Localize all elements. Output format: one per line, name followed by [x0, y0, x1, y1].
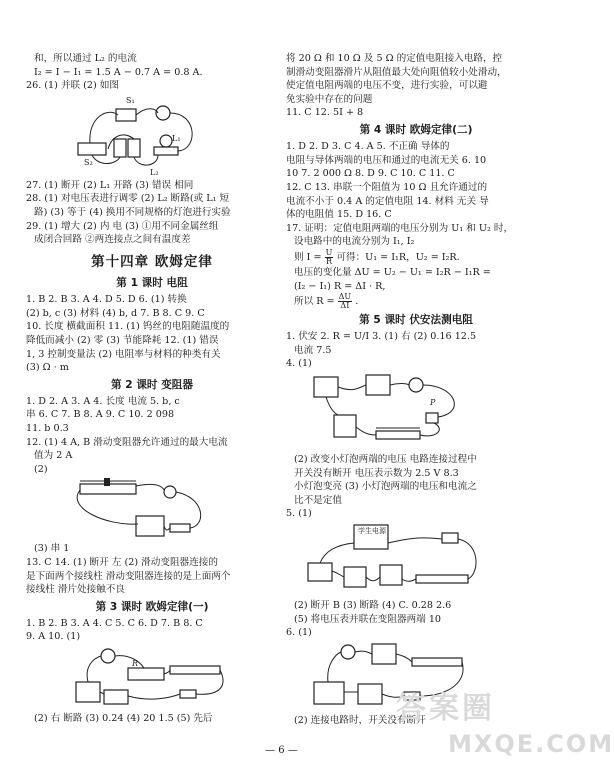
text-line: (2) 连接电路时，开关没有断开 [294, 714, 426, 726]
question-28: 28. (1) 对电压表进行调零 (2) L₂ 断路(或 L₁ 短 [26, 193, 230, 205]
text-line: (2) 断开 B (3) 断路 (4) C. 0.28 2.6 [294, 600, 452, 612]
text-line: 免实验中存在的问题 [286, 93, 373, 105]
question-29-cont: 成闭合回路 ②两连接点之间有温度差 [34, 234, 191, 246]
text-line: (3) 串 1 [34, 543, 70, 555]
text-line: I₂ = I − I₁ = 1.5 A − 0.7 A = 0.8 A. [34, 66, 203, 78]
right-column [286, 52, 546, 728]
text-line: 值为 2 A [34, 450, 73, 462]
text-line: (3) Ω · m [26, 362, 69, 374]
label-l1: L₁ [172, 133, 181, 143]
text-line: 4. (1) [286, 358, 312, 370]
circuit-diagram [304, 523, 484, 597]
circuit-figure-5 [304, 523, 546, 597]
denominator: R [325, 256, 332, 266]
text-line: 1. D 2. D 3. C 4. A 5. 不正确 导体的 [286, 141, 450, 153]
text-line: 体的电阻值 15. D 16. C [286, 209, 392, 221]
circuit-figure-26 [68, 95, 278, 177]
denominator: ΔI [340, 301, 350, 311]
circuit-figure-12 [66, 478, 278, 540]
text-line: 1. B 2. B 3. A 4. D 5. D 6. (1) 转换 [26, 294, 187, 306]
circuit-diagram [66, 478, 216, 540]
question-29: 29. (1) 增大 (2) 内 电 (3) ①用不同金属丝组 [26, 220, 219, 232]
question-26: 26. (1) 并联 (2) 如图 [26, 80, 120, 92]
text-line: (2) 右 断路 (3) 0.24 (4) 20 1.5 (5) 先后 [34, 713, 213, 725]
formula-prefix: 所以 R = [294, 296, 335, 308]
formula-prefix: 则 I = [294, 251, 322, 263]
text-line: 9. A 10. (1) [26, 631, 81, 643]
text-line: 13. C 14. (1) 断开 左 (2) 滑动变阻器连接的 [26, 557, 218, 569]
text-line: (5) 将电压表并联在变阻器两端 10 [294, 613, 442, 625]
label-s2: S₂ [84, 157, 93, 167]
text-line: 12. C 13. 串联一个阻值为 10 Ω 且允许通过的 [286, 181, 488, 193]
formula-line [286, 293, 546, 310]
left-column [26, 52, 278, 726]
formula-suffix: 可得：U₁ = I₁R，U₂ = I₂R. [336, 251, 460, 263]
text-line: 11. C 12. 5I + 8 [286, 107, 364, 119]
text-line: 开关没有断开 电压表示数为 2.5 V 8.3 [294, 467, 459, 479]
text-line: 电流 7.5 [294, 344, 332, 356]
power-supply-label: 学生电源 [358, 527, 386, 536]
text-line: 比不是定值 [294, 494, 342, 506]
section-title-3: 第 3 课时 欧姆定律(一) [95, 600, 209, 613]
circuit-diagram [306, 373, 476, 451]
circuit-figure-4 [306, 373, 546, 451]
text-line: 使定值电阻两端的电压不变，进行实验，可以避 [286, 80, 488, 92]
text-line: 1. B 2. B 3. A 4. C 5. C 6. D 7. B 8. C [26, 617, 203, 629]
fraction-u-over-r [325, 249, 334, 266]
text-line: 6. (1) [286, 627, 312, 639]
label-r: R [132, 659, 139, 669]
question-27: 27. (1) 断开 (2) L₁ 开路 (3) 错误 相同 [26, 179, 194, 191]
text-line: 1. D 2. A 3. A 4. 长度 电流 5. b, c [26, 395, 180, 407]
text-line: 17. 证明：定值电阻两端的电压分别为 U₁ 和 U₂ 时， [286, 222, 514, 234]
circuit-figure-10 [70, 646, 278, 710]
section-title-2: 第 2 课时 变阻器 [111, 378, 193, 391]
fraction-du-over-di [338, 293, 353, 310]
text-line: 串 6. C 7. B 8. A 9. C 10. 2 098 [26, 409, 175, 421]
text-line: 10. 长度 横截面积 11. (1) 钨丝的电阻随温度的 [26, 321, 230, 333]
label-p: P [430, 398, 436, 408]
formula-suffix: . [355, 296, 359, 308]
text-line: 10 7. 2 000 Ω 8. D 9. C 10. C 11. C [286, 168, 455, 180]
section-title-4: 第 4 课时 欧姆定律(二) [359, 124, 473, 137]
text-line: 5. (1) [286, 508, 312, 520]
numerator: ΔU [338, 292, 352, 302]
text-line: 设电路中的电流分别为 I₁, I₂ [294, 236, 415, 248]
section-title-1: 第 1 课时 电阻 [116, 277, 188, 290]
circuit-diagram [70, 646, 230, 710]
text-line: 和，所以通过 L₂ 的电流 [34, 53, 137, 64]
text-line: 12. (1) 4 A, B 滑动变阻器允许通过的最大电流 [26, 436, 228, 448]
text-line: 电压的变化量 ΔU = U₂ − U₁ = I₂R − I₁R = [294, 266, 491, 278]
numerator: U [325, 247, 333, 257]
text-line: (2) b, c (3) 材料 (4) b, d 7. B 8. C 9. C [26, 307, 205, 319]
question-28-cont: 路) (3) 等于 (4) 换用不同规格的灯泡进行实验 [34, 207, 231, 219]
text-line: 将 20 Ω 和 10 Ω 及 5 Ω 的定值电阻接入电路，控 [286, 53, 503, 64]
text-line: (2) 改变小灯泡两端的电压 电路连接过程中 [294, 454, 477, 466]
formula-line [286, 249, 546, 266]
text-line: 制滑动变阻器滑片从阻值最大处向阻值较小处滑动， [286, 66, 507, 78]
text-line: 降低而减小 (2) 零 (3) 节能降耗 12. (1) 错误 [26, 334, 219, 346]
watermark: 答案圈 [396, 691, 495, 726]
watermark-url: MXQE.COM [448, 730, 614, 758]
text-line: (I₂ − I₁) R = ΔI · R, [294, 280, 386, 292]
text-line: 1, 3 控制变量法 (2) 电阻率与材料的种类有关 [26, 348, 221, 360]
text-line: 电阻与导体两端的电压和通过的电流无关 6. 10 [286, 154, 487, 166]
chapter-title: 第十四章 欧姆定律 [91, 253, 213, 270]
text-line: 小灯泡变亮 (3) 小灯泡两端的电压和电流之 [294, 481, 477, 493]
label-s1: S₁ [126, 95, 135, 105]
text-line: 1. 伏安 2. R = U/I 3. (1) 右 (2) 0.16 12.5 [286, 331, 477, 343]
page-number: — 6 — [265, 745, 298, 756]
text-line: (2) [34, 463, 48, 475]
section-title-5: 第 5 课时 伏安法测电阻 [359, 314, 473, 327]
text-line: 接线柱 滑片处接触不良 [26, 584, 125, 596]
text-line: 11. b 0.3 [26, 422, 69, 434]
text-line: 是下面两个接线柱 滑动变阻器连接的是上面两个 [26, 570, 231, 582]
label-l2: L₂ [150, 167, 159, 177]
text-line: 电流不小于 0.4 A 的定值电阻 14. 材料 无关 导 [286, 195, 489, 207]
